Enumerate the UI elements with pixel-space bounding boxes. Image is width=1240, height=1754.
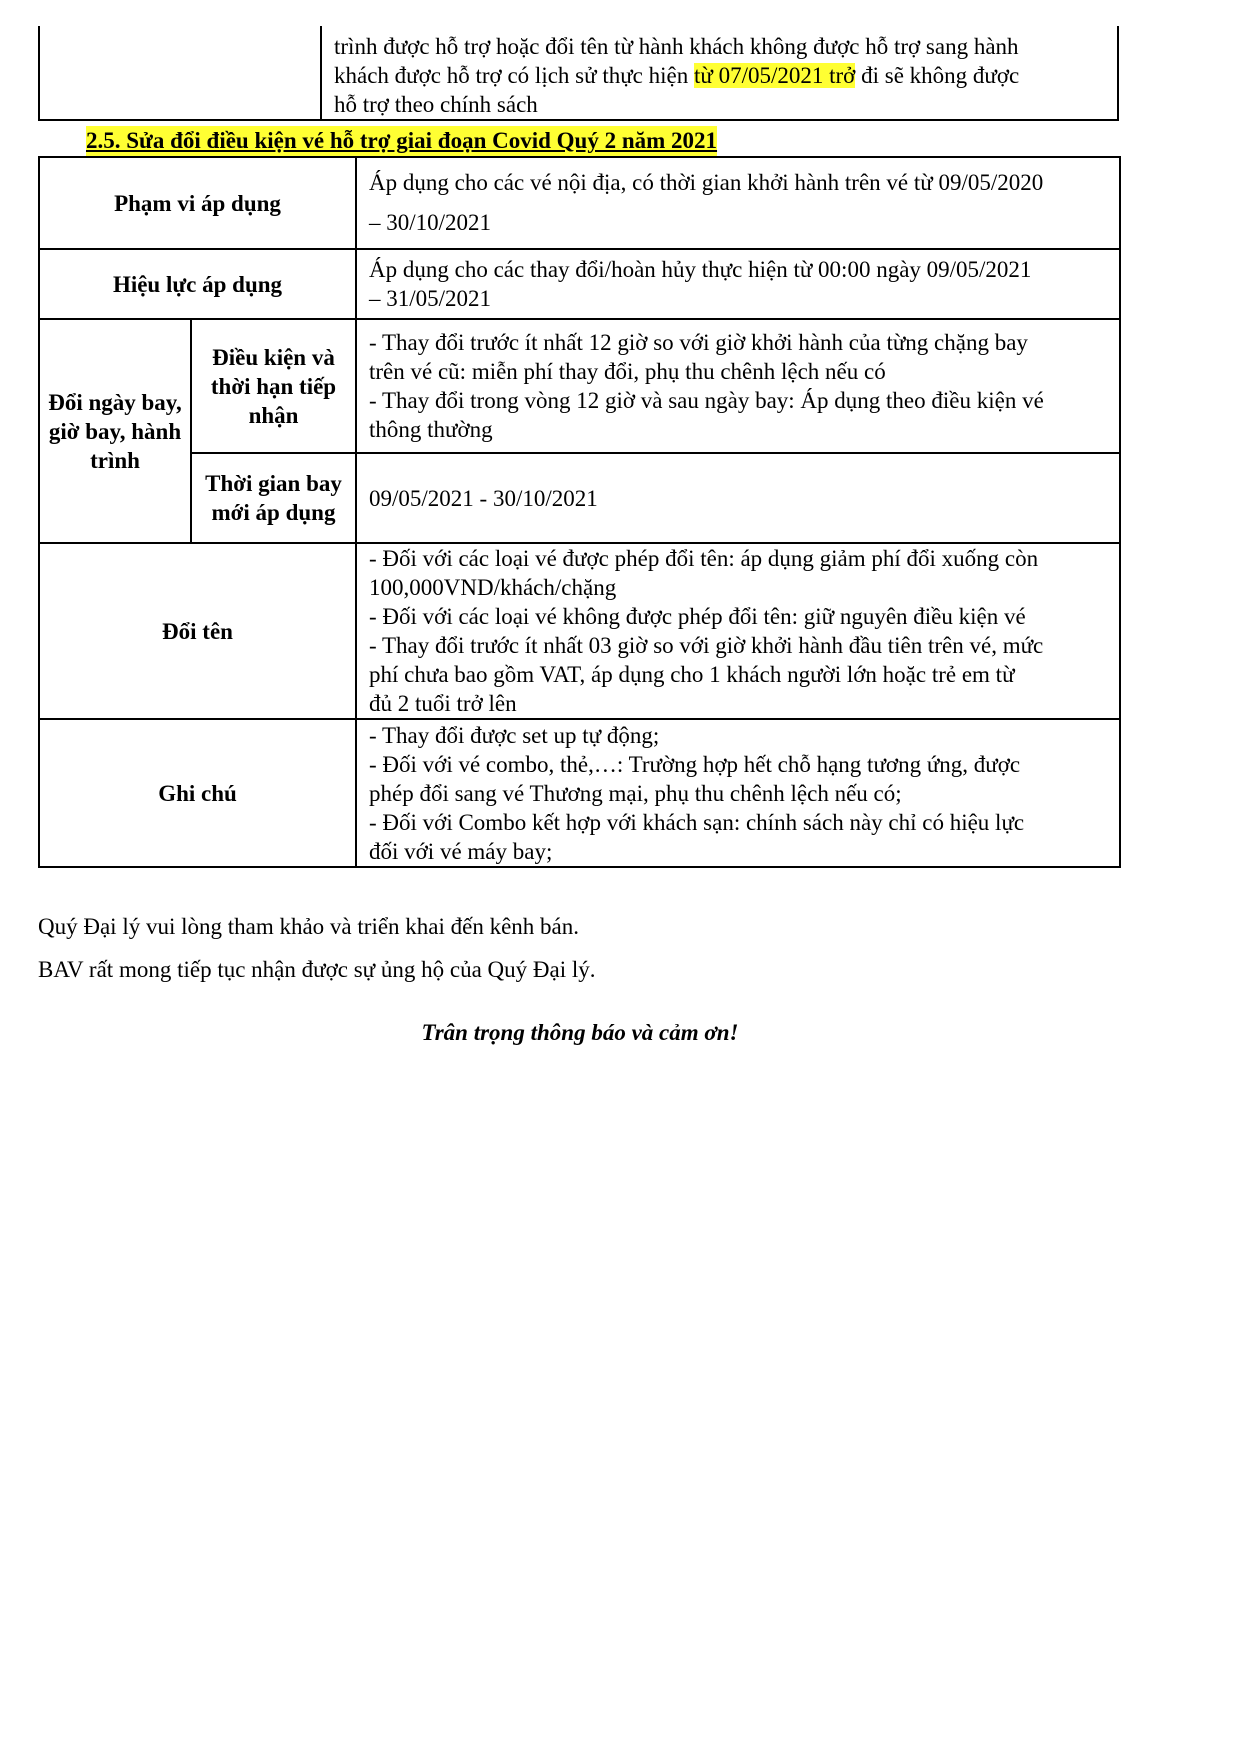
rename-value: - Đối với các loại vé được phép đổi tên: áp dụng giảm phí đổi xuống còn 100,000VND/khách/chặng - Đối với các loại vé không được phép đổi tên: giữ nguyên điều kiện vé - Thay đổi trước ít nhất 03 giờ so với giờ khởi hành đầu tiên trên vé, mức phí chưa bao gồm VAT, áp dụng cho 1 khách người lớn hoặc trẻ em từ đủ 2 tuổi trở lên [356,543,1120,719]
previous-policy-line-2: khách được hỗ trợ có lịch sử thực hiện từ 07/05/2021 trở đi sẽ không được [334,63,1020,88]
new-flight-time-value: 09/05/2021 - 30/10/2021 [356,453,1120,543]
sign-off: Trân trọng thông báo và cảm ơn! [421,1020,739,1045]
validity-value: Áp dụng cho các thay đổi/hoàn hủy thực hiện từ 00:00 ngày 09/05/2021 – 31/05/2021 [356,249,1120,319]
previous-policy-table-continuation [38,26,1119,121]
conditions-value: - Thay đổi trước ít nhất 12 giờ so với giờ khởi hành của từng chặng bay trên vé cũ: miễn phí thay đổi, phụ thu chênh lệch nếu có - Thay đổi trong vòng 12 giờ và sau ngày bay: Áp dụng theo điều kiện vé thông thường [356,319,1120,453]
new-flight-time-label: Thời gian bay mới áp dụng [191,453,356,543]
empty-label-cell [39,26,321,120]
previous-policy-line-3: hỗ trợ theo chính sách [334,92,538,117]
previous-policy-text [321,26,1118,120]
validity-label: Hiệu lực áp dụng [39,249,356,319]
closing-paragraph-2: BAV rất mong tiếp tục nhận được sự ủng hộ của Quý Đại lý. [38,957,596,982]
conditions-label: Điều kiện và thời hạn tiếp nhận [191,319,356,453]
change-flight-label: Đổi ngày bay, giờ bay, hành trình [39,319,191,543]
covid-policy-table [38,156,1121,868]
section-heading: 2.5. Sửa đổi điều kiện vé hỗ trợ giai đoạn Covid Quý 2 năm 2021 [86,126,717,156]
notes-value: - Thay đổi được set up tự động; - Đối với vé combo, thẻ,…: Trường hợp hết chỗ hạng tương ứng, được phép đổi sang vé Thương mại, phụ thu chênh lệch nếu có; - Đối với Combo kết hợp với khách sạn: chính sách này chỉ có hiệu lực đối với vé máy bay; [356,719,1120,867]
notes-label: Ghi chú [39,719,356,867]
closing-paragraph-1: Quý Đại lý vui lòng tham khảo và triển khai đến kênh bán. [38,914,580,939]
previous-policy-line-1: trình được hỗ trợ hoặc đổi tên từ hành khách không được hỗ trợ sang hành [334,34,1019,59]
scope-value: Áp dụng cho các vé nội địa, có thời gian khởi hành trên vé từ 09/05/2020 – 30/10/2021 [356,157,1120,249]
scope-label: Phạm vi áp dụng [39,157,356,249]
highlighted-date: từ 07/05/2021 trở [694,63,856,88]
rename-label: Đổi tên [39,543,356,719]
